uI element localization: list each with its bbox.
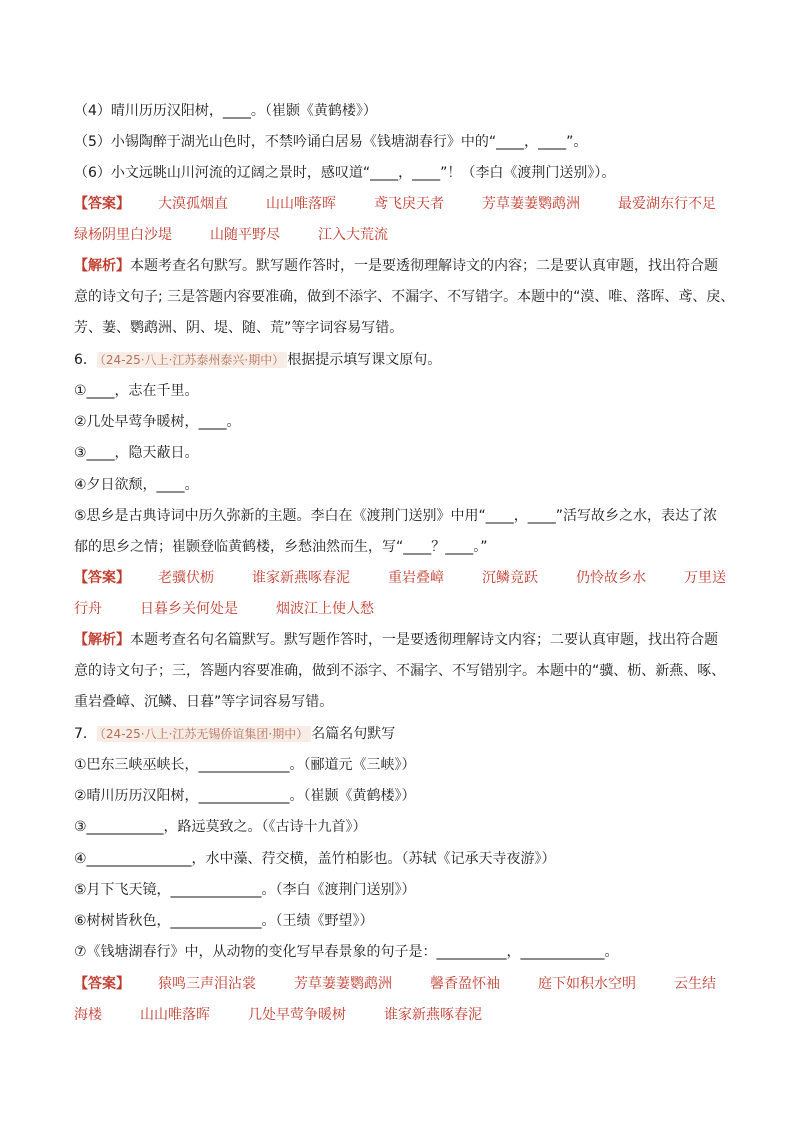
item-6: （6）小文远眺山川河流的辽阔之景时，感叹道“____，____”！（李白《渡荆门送别》）。 (74, 165, 616, 181)
answer-item: 仍怜故乡水 (576, 570, 646, 586)
answer-item: 山山唯落晖 (140, 1007, 210, 1023)
answer-item: 山随平野尽 (210, 227, 280, 243)
answer-3-line-1 (74, 974, 734, 994)
question-7-item-3: ③___________，路远莫致之。（《古诗十九首》） (74, 819, 367, 835)
explanation-text: 本题考查名句名篇默写。默写题作答时，一是要透彻理解诗文内容；二要认真审题，找出符合题 (130, 632, 718, 648)
item-5: （5）小锡陶醉于湖光山色时，不禁吟诵白居易《钱塘湖春行》中的“____，____”。 (74, 134, 588, 150)
answer-item: 烟波江上使人愁 (276, 601, 374, 617)
answer-item: 海楼 (74, 1007, 102, 1023)
answer-2-line-2 (74, 599, 734, 619)
question-title: 根据提示填写课文原句。 (287, 352, 442, 368)
answer-item: 几处早莺争暖树 (248, 1007, 346, 1023)
answer-item: 沉鳞竞跃 (482, 570, 538, 586)
question-7-heading (74, 724, 734, 744)
explanation-1-line-2: 意的诗文句子; 三是答题内容要准确，做到不添字、不漏字、不写错字。本题中的“漠、唯、落晖、鸢、戾、 (74, 289, 735, 305)
explanation-label: 【解析】 (74, 632, 130, 648)
explanation-2-line-2: 意的诗文句子；三，答题内容要准确，做到不添字、不漏字、不写错别字。本题中的“骥、枥、新燕、啄、 (74, 663, 726, 679)
question-6-item-5-line-1: ⑤思乡是古典诗词中历久弥新的主题。李白在《渡荆门送别》中用“____，____”活写故乡之水，表达了浓 (74, 508, 718, 524)
question-number: 6． (74, 352, 97, 368)
answer-item: 绿杨阴里白沙堤 (74, 227, 172, 243)
answer-item: 大漠孤烟直 (158, 196, 228, 212)
answer-1-line-1 (74, 194, 734, 214)
question-title: 名篇名句默写 (311, 726, 396, 742)
answer-3-line-2 (74, 1005, 734, 1025)
answer-item: 庭下如积水空明 (538, 976, 636, 992)
answer-item: 重岩叠嶂 (388, 570, 444, 586)
answer-item: 谁家新燕啄春泥 (252, 570, 350, 586)
answer-item: 芳草萋萋鹦鹉洲 (482, 196, 580, 212)
question-6-heading (74, 350, 734, 370)
question-6-item-3: ③____，隐天蔽日。 (74, 445, 199, 461)
answer-item: 江入大荒流 (318, 227, 388, 243)
question-7-item-4: ④_______________，水中藻、荇交横，盖竹柏影也。（苏轼《记承天寺夜游》） (74, 851, 556, 867)
answer-item: 云生结 (674, 976, 716, 992)
answer-2-line-1 (74, 568, 734, 588)
answer-item: 最爱湖东行不足 (618, 196, 716, 212)
answer-item: 芳草萋萋鹦鹉洲 (294, 976, 392, 992)
question-6-item-1: ①____，志在千里。 (74, 383, 199, 399)
question-6-item-5-line-2: 郁的思乡之情；崔颢登临黄鹤楼，乡愁油然而生，写“____？____。” (74, 539, 488, 555)
question-number: 7． (74, 726, 97, 742)
answer-item: 鸢飞戾天者 (374, 196, 444, 212)
answer-item: 猿鸣三声泪沾裳 (158, 976, 256, 992)
explanation-label: 【解析】 (74, 258, 130, 274)
answer-item: 山山唯落晖 (266, 196, 336, 212)
explanation-text: 本题考查名句默写。默写题作答时，一是要透彻理解诗文的内容；二是要认真审题，找出符合题 (130, 258, 718, 274)
question-6-item-2: ②几处早莺争暖树，____。 (74, 414, 241, 430)
source-tag: （24-25·八上·江苏无锡侨谊集团·期中） (97, 726, 311, 742)
answer-1-line-2 (74, 225, 734, 245)
question-7-item-2: ②晴川历历汉阳树，_____________。（崔颢《黄鹤楼》） (74, 788, 416, 804)
answer-label: 【答案】 (74, 196, 130, 212)
answer-item: 万里送 (684, 570, 726, 586)
question-7-item-1: ①巴东三峡巫峡长，_____________。（郦道元《三峡》） (74, 757, 416, 773)
answer-item: 行舟 (74, 601, 102, 617)
explanation-1-line-1 (74, 256, 734, 276)
explanation-2-line-3: 重岩叠嶂、沉鳞、日暮”等字词容易写错。 (74, 694, 334, 710)
question-7-item-5: ⑤月下飞天镜，_____________。（李白《渡荆门送别》） (74, 882, 416, 898)
question-7-item-6: ⑥树树皆秋色，_____________。（王绩《野望》） (74, 913, 374, 929)
item-4: （4）晴川历历汉阳树，____。（崔颢《黄鹤楼》） (74, 103, 377, 119)
explanation-2-line-1 (74, 630, 734, 650)
explanation-1-line-3: 芳、萋、鹦鹉洲、阴、堤、随、荒”等字词容易写错。 (74, 320, 404, 336)
question-7-item-7: ⑦《钱塘湖春行》中，从动物的变化写早春景象的句子是：__________，____________。 (74, 944, 619, 960)
answer-item: 谁家新燕啄春泥 (384, 1007, 482, 1023)
answer-item: 馨香盈怀袖 (430, 976, 500, 992)
answer-item: 老骥伏枥 (158, 570, 214, 586)
source-tag: （24-25·八上·江苏泰州泰兴·期中） (97, 352, 287, 368)
answer-label: 【答案】 (74, 976, 130, 992)
answer-item: 日暮乡关何处是 (140, 601, 238, 617)
answer-label: 【答案】 (74, 570, 130, 586)
question-6-item-4: ④夕日欲颓，____。 (74, 477, 199, 493)
